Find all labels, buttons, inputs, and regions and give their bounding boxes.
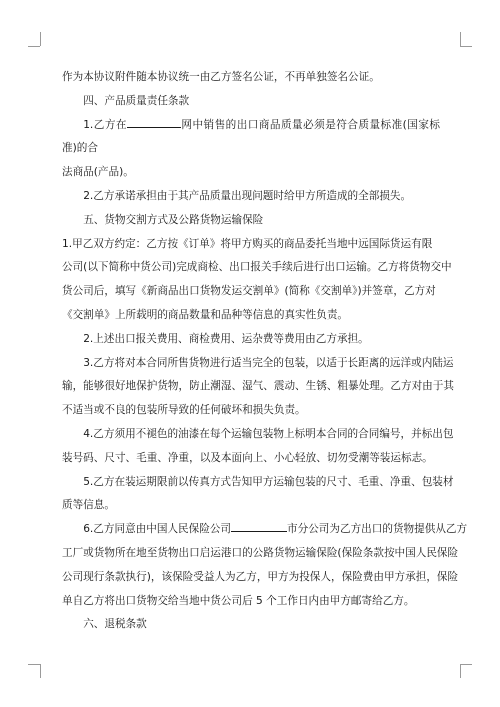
fill-blank	[231, 519, 287, 532]
clause-text: 1.乙方在	[83, 118, 127, 131]
section-heading-tax: 六、退税条款	[83, 618, 147, 631]
clause-delivery-6	[62, 518, 468, 613]
clause-text: 网中销售的出口商品质量必须是符合质量标准(国家标准)的合	[62, 118, 440, 155]
text-line: 公司(以下简称中货公司)完成商检、出口报关手续后进行出口运输。乙方将货物交中	[62, 261, 452, 274]
text-line: 《交割单》上所载明的商品数量和品种等信息的真实性负责。	[62, 308, 349, 321]
text-line: 公司现行条款执行)，该保险受益人为乙方，甲方为投保人，保险费由甲方承担，保险	[62, 570, 459, 583]
section-heading-delivery: 五、货物交割方式及公路货物运输保险	[83, 213, 264, 226]
clause-delivery-3	[62, 352, 454, 423]
text-line: 货公司后，填写《新商品出口货物发运交割单》(简称《交割单》)并签章，乙方对	[62, 285, 436, 298]
text-line: 5.乙方在装运期限前以传真方式告知甲方运输包装的尺寸、毛重、净重、包装材	[83, 475, 454, 488]
section-heading-quality: 四、产品质量责任条款	[83, 94, 190, 107]
clause-text: 6.乙方同意由中国人民保险公司	[83, 523, 232, 536]
paragraph-continuation: 作为本协议附件随本协议统一由乙方签名公证，不再单独签名公证。	[62, 71, 380, 83]
clause-delivery-2: 2.上述出口报关费用、商检费用、运杂费等费用由乙方承担。	[83, 332, 369, 345]
clause-quality-2: 2.乙方承诺承担由于其产品质量出现问题时给甲方所造成的全部损失。	[83, 189, 412, 202]
fill-blank	[127, 115, 181, 128]
text-line: 4.乙方须用不褪色的油漆在每个运输包装物上标明本合同的合同编号，并标出包	[83, 427, 454, 440]
document-body	[62, 66, 468, 637]
text-line: 1.甲乙双方约定：乙方按《订单》将甲方购买的商品委托当地中远国际货运有限	[62, 237, 433, 250]
clause-quality-1-cont: 法商品(产品)。	[62, 166, 134, 179]
text-line: 工厂或货物所在地至货物出口启运港口的公路货物运输保险(保险条款按中国人民保险	[62, 546, 459, 559]
clause-text: 市分公司为乙方出口的货物提供从乙方	[287, 523, 468, 536]
clause-delivery-4	[62, 423, 454, 471]
clause-quality-1	[62, 114, 440, 162]
text-line: 输，能够很好地保护货物，防止潮湿、湿气、震动、生锈、粗暴处理。乙方对由于其	[62, 380, 454, 393]
text-line: 不适当或不良的包装所导致的任何破坏和损失负责。	[62, 404, 306, 417]
clause-delivery-1	[62, 233, 452, 328]
text-line: 3.乙方将对本合同所售货物进行适当完全的包装，以适于长距离的远洋或内陆运	[83, 356, 454, 369]
clause-delivery-5	[62, 471, 454, 519]
text-line	[62, 518, 468, 542]
text-line: 装号码、尺寸、毛重、净重，以及本面向上、小心轻放、切勿受潮等装运标志。	[62, 451, 433, 464]
text-line: 单自乙方将出口货物交给当地中货公司后 5 个工作日内由甲方邮寄给乙方。	[62, 594, 415, 607]
text-line: 质等信息。	[62, 499, 115, 512]
